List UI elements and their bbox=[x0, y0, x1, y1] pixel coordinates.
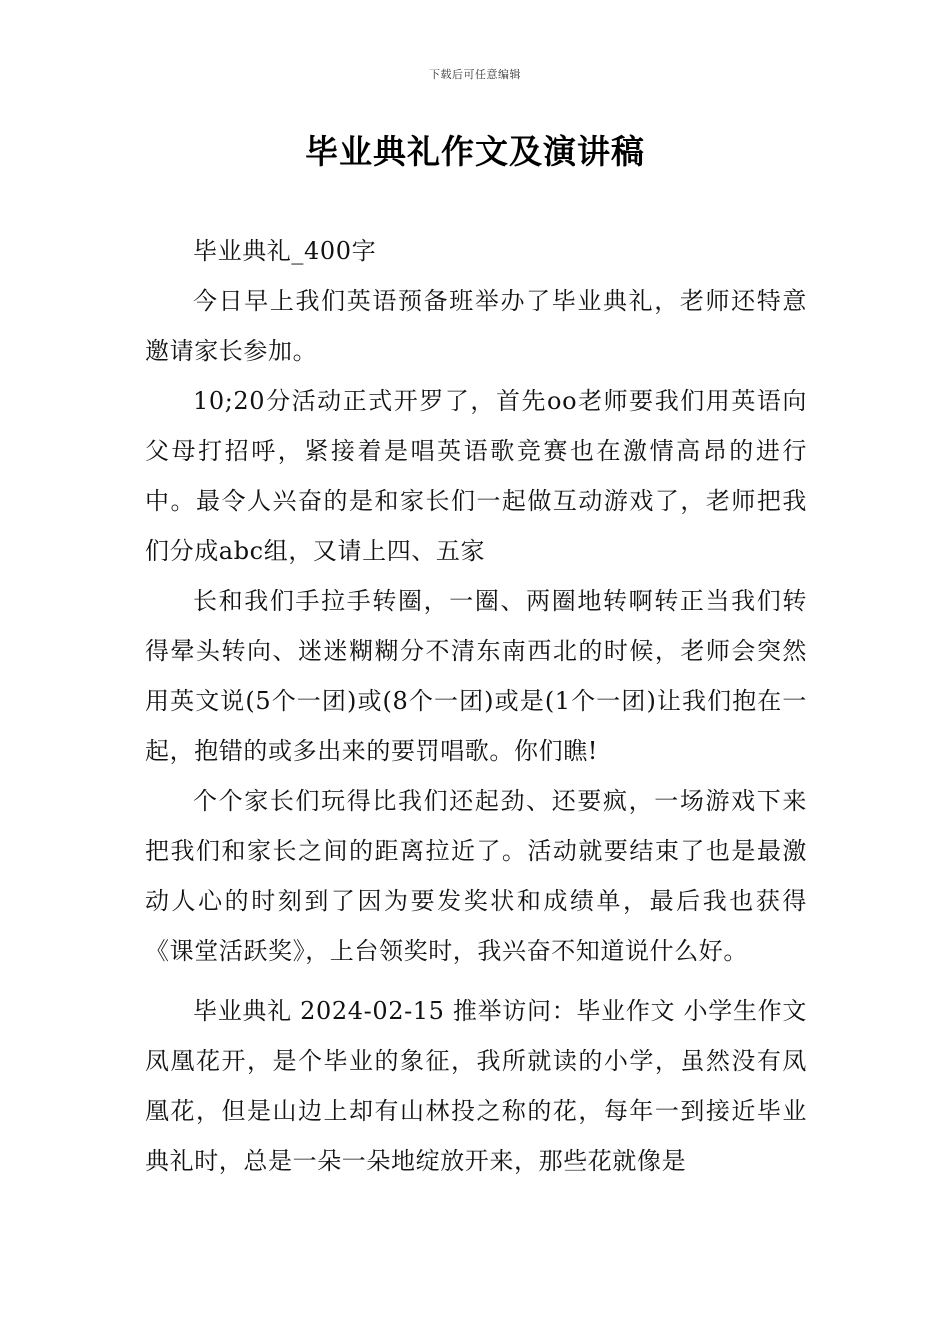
paragraph: 个个家长们玩得比我们还起劲、还要疯，一场游戏下来把我们和家长之间的距离拉近了。活动就要结束了也是最激动人心的时刻到了因为要发奖状和成绩单，最后我也获得《课堂活跃奖》，上台领奖时，我兴奋不知道说什么好。 bbox=[145, 787, 807, 965]
header-note: 下载后可任意编辑 bbox=[429, 68, 521, 81]
document-body bbox=[145, 226, 807, 1186]
paragraph: 今日早上我们英语预备班举办了毕业典礼，老师还特意邀请家长参加。 bbox=[145, 287, 807, 365]
paragraph-subtitle: 毕业典礼_400字 bbox=[193, 237, 377, 265]
paragraph: 10;20分活动正式开罗了，首先oo老师要我们用英语向父母打招呼，紧接着是唱英语歌竞赛也在激情高昂的进行中。最令人兴奋的是和家长们一起做互动游戏了，老师把我们分成abc组，又请上四、五家 bbox=[145, 387, 807, 565]
paragraph: 长和我们手拉手转圈，一圈、两圈地转啊转正当我们转得晕头转向、迷迷糊糊分不清东南西北的时候，老师会突然用英文说(5个一团)或(8个一团)或是(1个一团)让我们抱在一起，抱错的或多出来的要罚唱歌。你们瞧! bbox=[145, 587, 807, 765]
document-title: 毕业典礼作文及演讲稿 bbox=[305, 132, 645, 171]
paragraph: 毕业典礼 2024-02-15 推举访问：毕业作文 小学生作文凤凰花开，是个毕业的象征，我所就读的小学，虽然没有凤凰花，但是山边上却有山林投之称的花，每年一到接近毕业典礼时，总是一朵一朵地绽放开来，那些花就像是 bbox=[145, 997, 807, 1175]
